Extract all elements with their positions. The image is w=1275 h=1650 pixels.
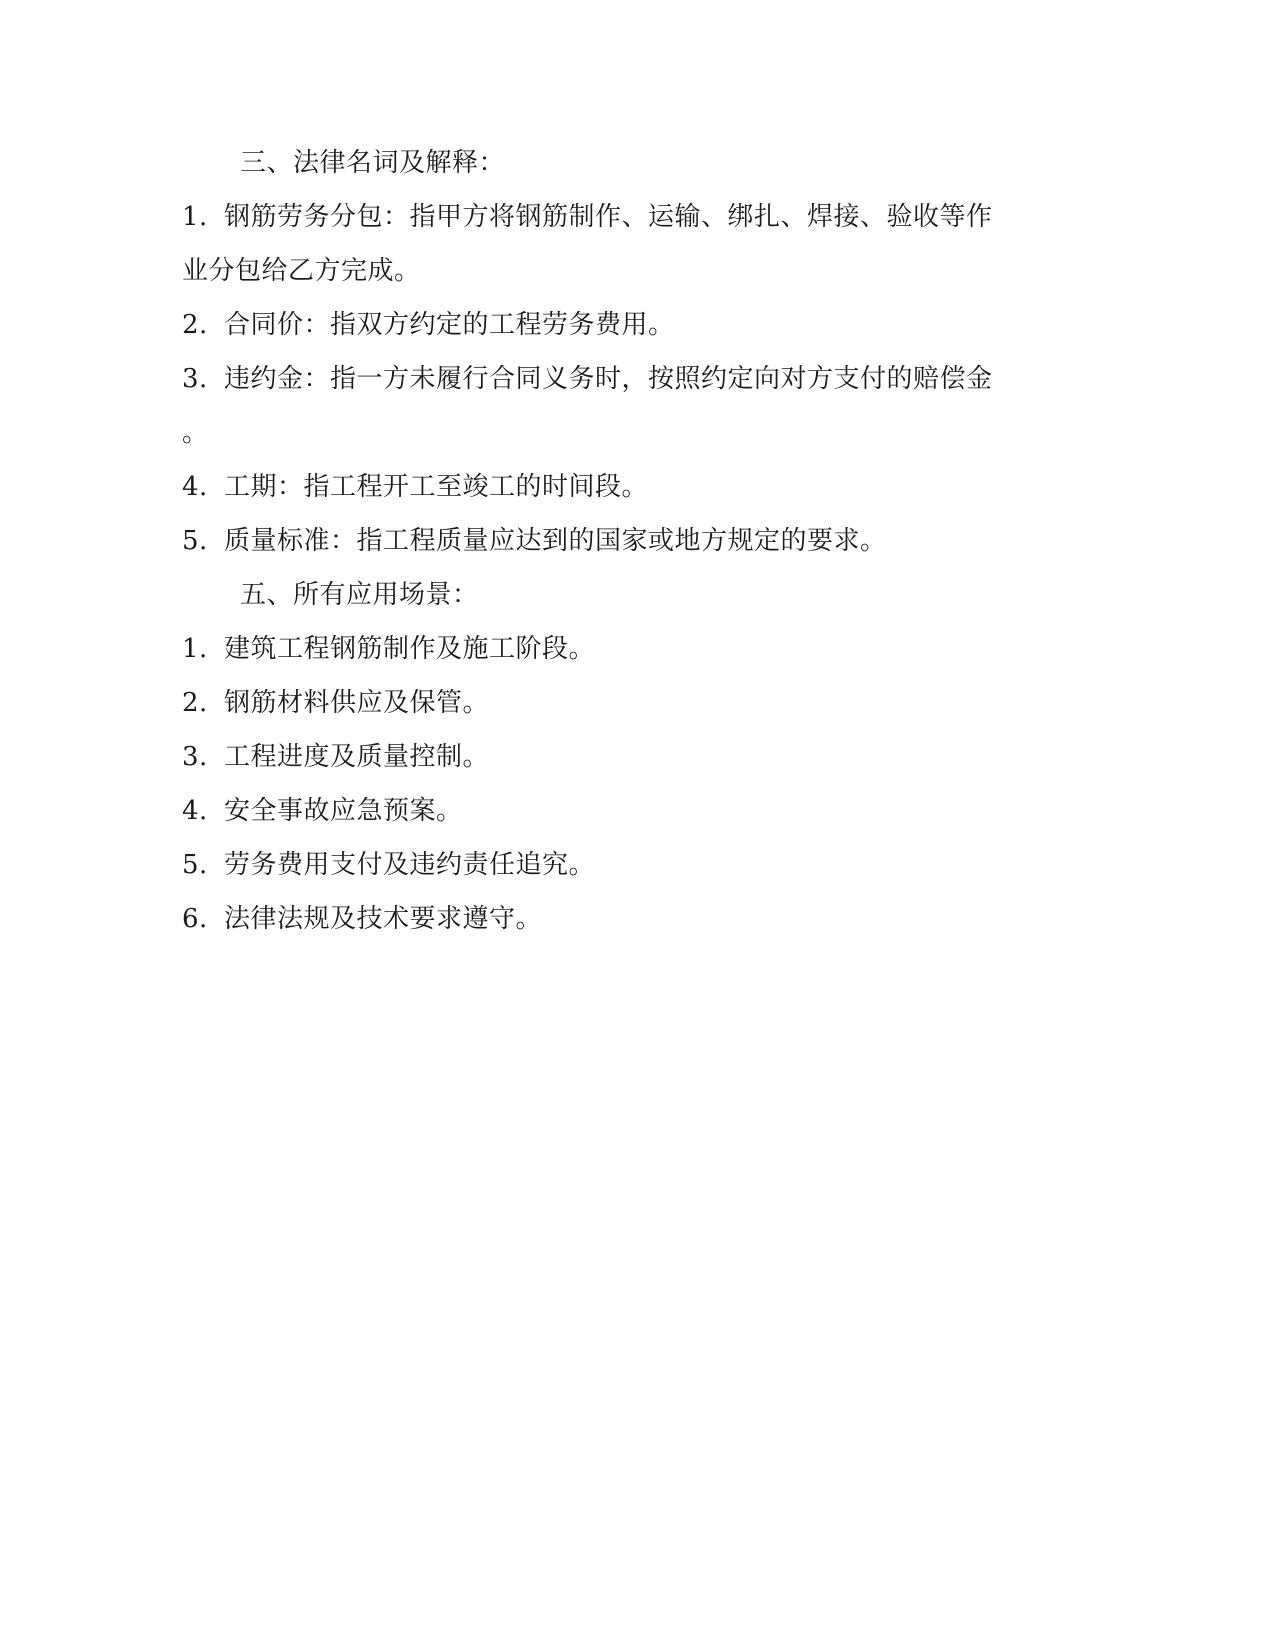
list-item-number: 4. bbox=[182, 472, 208, 502]
list-item-number: 2. bbox=[182, 310, 208, 340]
list-item-text: 工期：指工程开工至竣工的时间段。 bbox=[224, 472, 649, 502]
list-item bbox=[182, 686, 1082, 720]
list-item bbox=[182, 848, 1082, 882]
list-item bbox=[182, 308, 1082, 342]
list-item-number: 2. bbox=[182, 688, 208, 718]
list-item bbox=[182, 632, 1082, 666]
list-item-number: 3. bbox=[182, 364, 208, 394]
list-item bbox=[182, 524, 1082, 558]
list-item-number: 6. bbox=[182, 904, 208, 934]
list-item-text: 工程进度及质量控制。 bbox=[224, 742, 490, 772]
list-item-number: 1. bbox=[182, 202, 208, 232]
list-item-number: 5. bbox=[182, 850, 208, 880]
list-item-number: 4. bbox=[182, 796, 208, 826]
list-item bbox=[182, 794, 1082, 828]
list-item-text: 质量标准：指工程质量应达到的国家或地方规定的要求。 bbox=[224, 526, 887, 556]
list-item-text: 合同价：指双方约定的工程劳务费用。 bbox=[224, 310, 675, 340]
list-item-continuation: 。 bbox=[182, 418, 209, 448]
list-item bbox=[182, 362, 1082, 396]
list-item-text: 建筑工程钢筋制作及施工阶段。 bbox=[224, 634, 596, 664]
list-item-text: 违约金：指一方未履行合同义务时，按照约定向对方支付的赔偿金 bbox=[224, 364, 993, 394]
list-item-number: 1. bbox=[182, 634, 208, 664]
list-item-text: 安全事故应急预案。 bbox=[224, 796, 463, 826]
list-item-continuation: 业分包给乙方完成。 bbox=[182, 256, 421, 286]
list-item bbox=[182, 902, 1082, 936]
list-item bbox=[182, 470, 1082, 504]
section-heading-application-scenarios: 五、所有应用场景： bbox=[240, 580, 479, 610]
list-item bbox=[182, 200, 1082, 234]
section-heading-legal-terms: 三、法律名词及解释： bbox=[240, 148, 506, 178]
list-item-number: 5. bbox=[182, 526, 208, 556]
list-item bbox=[182, 740, 1082, 774]
list-item-text: 钢筋劳务分包：指甲方将钢筋制作、运输、绑扎、焊接、验收等作 bbox=[224, 202, 993, 232]
list-item-text: 法律法规及技术要求遵守。 bbox=[224, 904, 543, 934]
list-item-text: 钢筋材料供应及保管。 bbox=[224, 688, 490, 718]
list-item-text: 劳务费用支付及违约责任追究。 bbox=[224, 850, 596, 880]
list-item-number: 3. bbox=[182, 742, 208, 772]
